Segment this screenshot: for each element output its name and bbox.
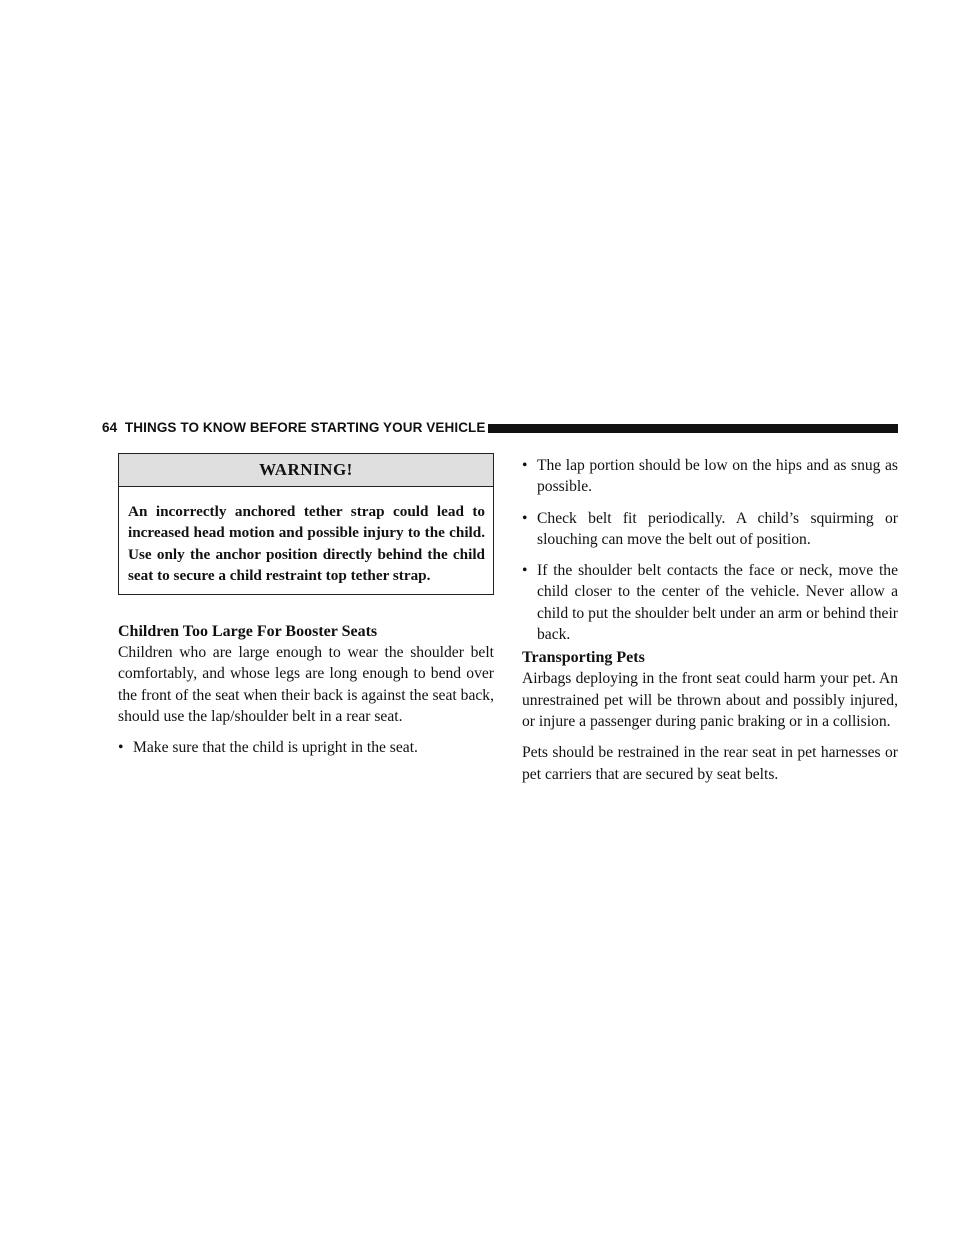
running-header — [102, 419, 486, 437]
list-item — [118, 737, 494, 758]
page-number: 64 — [102, 420, 118, 435]
booster-heading: Children Too Large For Booster Seats — [118, 623, 378, 640]
left-column — [118, 621, 494, 768]
list-item-text: If the shoulder belt contacts the face or neck, move the child closer to the center of the vehicle. Never allow a child to put the shoulder belt under an arm or behind their back. — [537, 562, 898, 644]
pets-body-1: Airbags deploying in the front seat could harm your pet. An unrestrained pet will be thrown about and possibly injured, or injure a passenger during panic braking or in a collision. — [522, 670, 898, 730]
right-column — [522, 455, 898, 785]
bullet-icon: • — [118, 739, 124, 757]
warning-text: An incorrectly anchored tether strap could lead to increased head motion and possible injury to the child. Use only the anchor position directly behind the child seat to secure a child restraint top tether strap. — [128, 503, 485, 584]
pets-body-2: Pets should be restrained in the rear seat in pet harnesses or pet carriers that are secured by seat belts. — [522, 744, 898, 783]
booster-bullets-right — [522, 455, 898, 645]
list-item — [522, 455, 898, 498]
warning-title: WARNING! — [119, 454, 493, 487]
bullet-icon: • — [522, 562, 528, 580]
header-rule-bar — [488, 424, 898, 433]
list-item-text: Make sure that the child is upright in the seat. — [133, 739, 418, 757]
booster-bullets-left — [118, 737, 494, 758]
pets-heading: Transporting Pets — [522, 649, 645, 667]
list-item-text: Check belt fit periodically. A child’s squirming or slouching can move the belt out of position. — [537, 509, 898, 548]
warning-box — [118, 453, 494, 595]
list-item-text: The lap portion should be low on the hips and as snug as possible. — [537, 457, 898, 496]
list-item — [522, 560, 898, 645]
list-item — [522, 508, 898, 551]
section-title: THINGS TO KNOW BEFORE STARTING YOUR VEHICLE — [124, 420, 486, 435]
bullet-icon: • — [522, 509, 528, 527]
booster-body: Children who are large enough to wear the shoulder belt comfortably, and whose legs are long enough to bend over the front of the seat when their back is against the seat back, should use the lap/shoulder belt in a rear seat. — [118, 644, 494, 725]
page-header — [102, 419, 898, 437]
bullet-icon: • — [522, 457, 528, 474]
